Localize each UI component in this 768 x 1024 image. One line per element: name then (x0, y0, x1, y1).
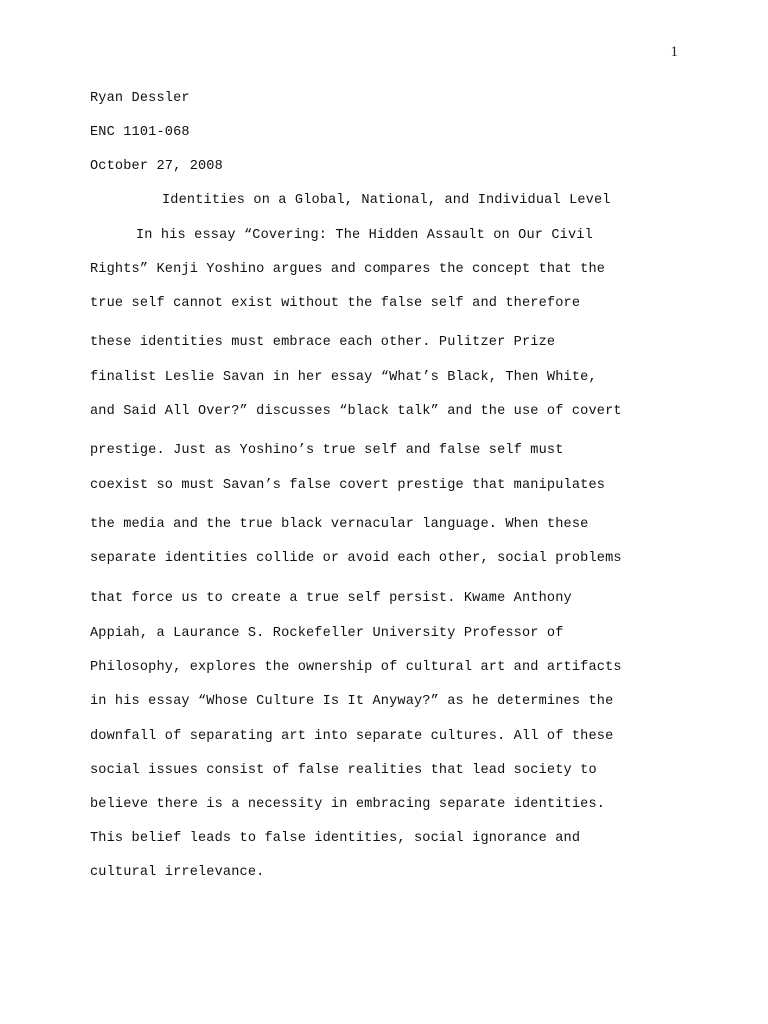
paragraph-line: these identities must embrace each other. Pulitzer Prize (90, 335, 556, 350)
paragraph-line: Rights” Kenji Yoshino argues and compares the concept that the (90, 262, 606, 277)
essay-title: Identities on a Global, National, and Individual Level (162, 193, 611, 208)
paragraph-line: social issues consist of false realities that lead society to (90, 763, 597, 778)
paragraph-line: coexist so must Savan’s false covert prestige that manipulates (90, 478, 606, 493)
paragraph-line: that force us to create a true self persist. Kwame Anthony (90, 591, 572, 606)
paragraph-line: downfall of separating art into separate cultures. All of these (90, 729, 614, 744)
paragraph-line: Appiah, a Laurance S. Rockefeller University Professor of (90, 626, 564, 641)
paragraph-line: and Said All Over?” discusses “black talk” and the use of covert (90, 404, 622, 419)
paragraph-line: true self cannot exist without the false self and therefore (90, 296, 581, 311)
author-name: Ryan Dessler (90, 91, 190, 106)
course-code: ENC 1101-068 (90, 125, 190, 140)
paragraph-line: This belief leads to false identities, social ignorance and (90, 831, 581, 846)
paragraph-line: believe there is a necessity in embracing separate identities. (90, 797, 606, 812)
paragraph-line: finalist Leslie Savan in her essay “What’s Black, Then White, (90, 370, 597, 385)
paragraph-line: in his essay “Whose Culture Is It Anyway?” as he determines the (90, 694, 614, 709)
page-number: 1 (670, 44, 678, 60)
paragraph-line: cultural irrelevance. (90, 865, 265, 880)
paragraph-line: In his essay “Covering: The Hidden Assault on Our Civil (136, 228, 593, 243)
paragraph-line: the media and the true black vernacular language. When these (90, 517, 589, 532)
essay-date: October 27, 2008 (90, 159, 223, 174)
paragraph-line: Philosophy, explores the ownership of cultural art and artifacts (90, 660, 622, 675)
paragraph-line: separate identities collide or avoid each other, social problems (90, 551, 622, 566)
paragraph-line: prestige. Just as Yoshino’s true self and false self must (90, 443, 564, 458)
